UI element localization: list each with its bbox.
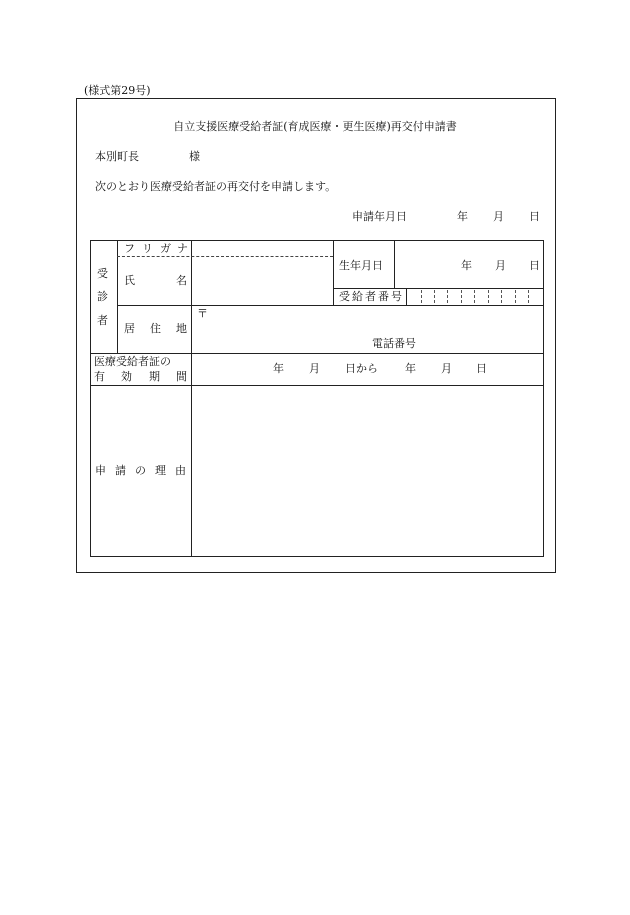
- furigana-label-3: ガ: [160, 242, 171, 255]
- divider-name-birth: [333, 240, 334, 305]
- address-label-1: 居: [124, 322, 135, 335]
- divider-validity-reason: [90, 385, 544, 386]
- reason-label-1: 申: [95, 464, 106, 477]
- reason-label-5: 由: [175, 464, 186, 477]
- validity-from-day[interactable]: 日から: [345, 362, 378, 375]
- recipient-number-label-1: 受: [339, 290, 350, 303]
- validity-to-month[interactable]: 月: [441, 362, 452, 375]
- application-statement: 次のとおり医療受給者証の再交付を申請します。: [95, 180, 337, 193]
- validity-from-year[interactable]: 年: [273, 362, 284, 375]
- address-field[interactable]: [210, 308, 538, 336]
- patient-group-label-1: 受: [97, 267, 108, 280]
- validity-label-2-1: 有: [94, 370, 105, 383]
- phone-label: 電話番号: [372, 337, 416, 350]
- birthdate-month[interactable]: 月: [495, 259, 506, 272]
- postal-mark: 〒: [197, 307, 208, 320]
- divider-name-address: [117, 305, 544, 306]
- furigana-label-4: ナ: [177, 242, 188, 255]
- patient-group-label-2: 診: [97, 290, 108, 303]
- validity-label-line1: 医療受給者証の: [94, 355, 171, 368]
- name-field[interactable]: [196, 262, 330, 302]
- application-date-day[interactable]: 日: [529, 210, 540, 223]
- addressee-name: 本別町長: [95, 150, 139, 163]
- reason-label-3: の: [135, 464, 146, 477]
- validity-to-day[interactable]: 日: [476, 362, 487, 375]
- birthdate-year[interactable]: 年: [461, 259, 472, 272]
- recipient-number-label-5: 号: [391, 290, 402, 303]
- furigana-label-1: フ: [124, 242, 135, 255]
- birthdate-day[interactable]: 日: [529, 259, 540, 272]
- furigana-dashed-line: [117, 256, 333, 257]
- divider-recipient-number: [406, 288, 407, 305]
- recipient-number-field[interactable]: [408, 290, 541, 303]
- recipient-number-label-2: 給: [352, 290, 363, 303]
- name-label-1: 氏: [124, 274, 135, 287]
- divider-birth-value: [394, 240, 395, 288]
- validity-label-2-3: 期: [149, 370, 160, 383]
- name-label-2: 名: [176, 274, 187, 287]
- validity-label-2-2: 効: [121, 370, 132, 383]
- table-border-top: [90, 240, 544, 241]
- application-date-year[interactable]: 年: [457, 210, 468, 223]
- reason-field[interactable]: [196, 390, 539, 552]
- patient-group-label-3: 者: [97, 314, 108, 327]
- form-number: (様式第29号): [84, 84, 151, 97]
- validity-from-month[interactable]: 月: [309, 362, 320, 375]
- furigana-label-2: リ: [142, 242, 153, 255]
- recipient-number-label-3: 者: [365, 290, 376, 303]
- divider-label-column: [191, 240, 192, 557]
- validity-label-2-4: 間: [176, 370, 187, 383]
- furigana-field[interactable]: [196, 244, 330, 255]
- birthdate-label: 生年月日: [339, 259, 383, 272]
- reason-label-2: 請: [115, 464, 126, 477]
- divider-birth-number: [333, 288, 544, 289]
- form-title: 自立支援医療受給者証(育成医療・更生医療)再交付申請書: [173, 120, 457, 133]
- address-label-2: 住: [150, 322, 161, 335]
- application-date-label: 申請年月日: [352, 210, 407, 223]
- addressee-honorific: 様: [189, 150, 200, 163]
- address-label-3: 地: [176, 322, 187, 335]
- table-border-left: [90, 240, 91, 557]
- reason-label-4: 理: [155, 464, 166, 477]
- application-date-month[interactable]: 月: [493, 210, 504, 223]
- validity-to-year[interactable]: 年: [405, 362, 416, 375]
- recipient-number-label-4: 番: [378, 290, 389, 303]
- divider-address-validity: [90, 353, 544, 354]
- table-border-bottom: [90, 556, 544, 557]
